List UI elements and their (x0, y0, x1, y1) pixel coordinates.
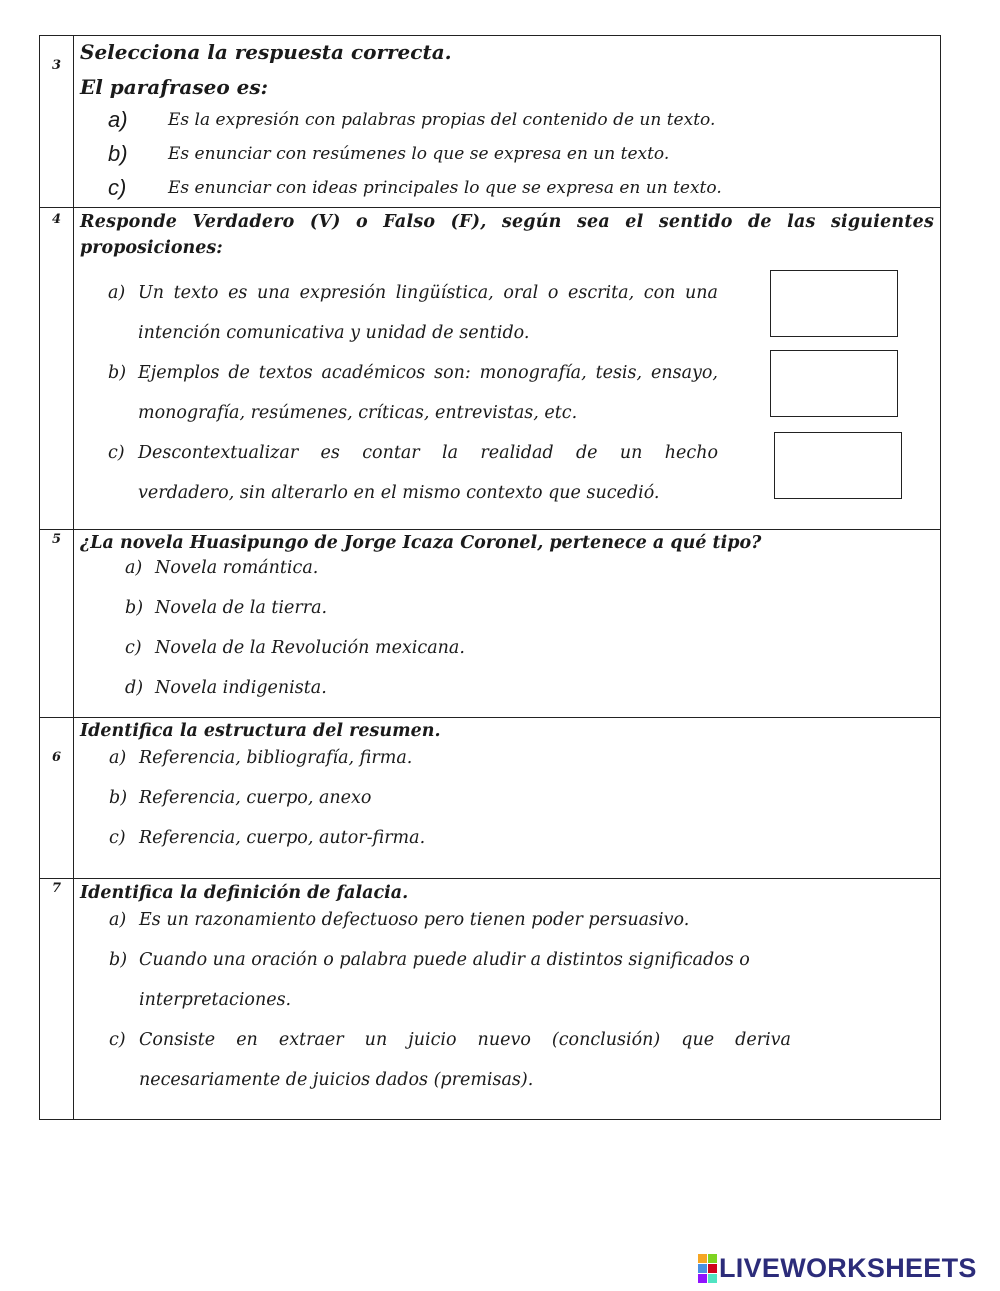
question-number: 3 (51, 58, 62, 73)
option-b[interactable]: b) Referencia, cuerpo, anexo (109, 788, 372, 808)
question-number: 4 (51, 212, 62, 227)
vf-item-b: b) Ejemplos de textos académicos son: monografía, tesis, ensayo, monografía, resúmenes, críticas, entrevistas, etc. (80, 353, 934, 433)
option-a[interactable]: a) Novela romántica. (125, 558, 319, 578)
option-b[interactable]: b) Es enunciar con resúmenes lo que se expresa en un texto. (108, 141, 670, 166)
option-d[interactable]: d) Novela indigenista. (125, 678, 327, 698)
liveworksheets-logo (698, 1253, 977, 1284)
question-number: 5 (51, 532, 62, 547)
option-b[interactable]: b) Cuando una oración o palabra puede aludir a distintos significados o (109, 950, 750, 970)
worksheet (39, 35, 941, 1120)
answer-box-b[interactable] (770, 350, 898, 417)
question-prompt: Responde Verdadero (V) o Falso (F), según sea el sentido de las siguientes (80, 212, 934, 232)
option-b[interactable]: b) Novela de la tierra. (125, 598, 328, 618)
logo-block (698, 1264, 707, 1273)
questions-table (39, 35, 941, 1120)
logo-block (708, 1254, 717, 1263)
logo-block (708, 1274, 717, 1283)
question-prompt: ¿La novela Huasipungo de Jorge Icaza Coronel, pertenece a qué tipo? (80, 533, 762, 553)
vf-item-a: a) Un texto es una expresión lingüística, oral o escrita, con una intención comunicativa y unidad de sentido. (80, 273, 934, 353)
question-number: 7 (51, 881, 62, 896)
option-a[interactable]: a) Es un razonamiento defectuoso pero tienen poder persuasivo. (109, 910, 690, 930)
question-5-row (40, 530, 941, 718)
answer-box-a[interactable] (770, 270, 898, 337)
question-prompt: Identifica la definición de falacia. (80, 883, 409, 903)
question-title: Selecciona la respuesta correcta. (80, 40, 452, 64)
question-prompt: El parafraseo es: (80, 75, 268, 99)
option-c[interactable]: c) Referencia, cuerpo, autor-firma. (109, 828, 426, 848)
question-prompt-cont: proposiciones: (80, 238, 223, 258)
logo-block (708, 1264, 717, 1273)
vf-item-c: c) Descontextualizar es contar la realidad de un hecho verdadero, sin alterarlo en el mismo contexto que sucedió. (80, 433, 934, 513)
question-6-row (40, 718, 941, 879)
option-b-cont: interpretaciones. (139, 990, 292, 1010)
question-prompt: Identifica la estructura del resumen. (80, 721, 441, 741)
question-7-row (40, 879, 941, 1120)
option-c[interactable]: c) Es enunciar con ideas principales lo que se expresa en un texto. (108, 175, 722, 200)
option-a[interactable]: a) Referencia, bibliografía, firma. (109, 748, 413, 768)
brand-name: LIVEWORKSHEETS (719, 1253, 977, 1283)
question-4-row (40, 208, 941, 530)
option-c[interactable]: c) Novela de la Revolución mexicana. (125, 638, 465, 658)
option-c[interactable]: c) Consiste en extraer un juicio nuevo (conclusión) que deriva (109, 1030, 791, 1050)
question-3-row (40, 36, 941, 208)
answer-box-c[interactable] (774, 432, 902, 499)
question-number: 6 (51, 750, 62, 765)
logo-block (698, 1274, 707, 1283)
option-a[interactable]: a) Es la expresión con palabras propias del contenido de un texto. (108, 107, 716, 132)
logo-blocks-icon (698, 1254, 717, 1283)
logo-block (698, 1254, 707, 1263)
option-c-cont: necesariamente de juicios dados (premisas). (139, 1070, 534, 1090)
